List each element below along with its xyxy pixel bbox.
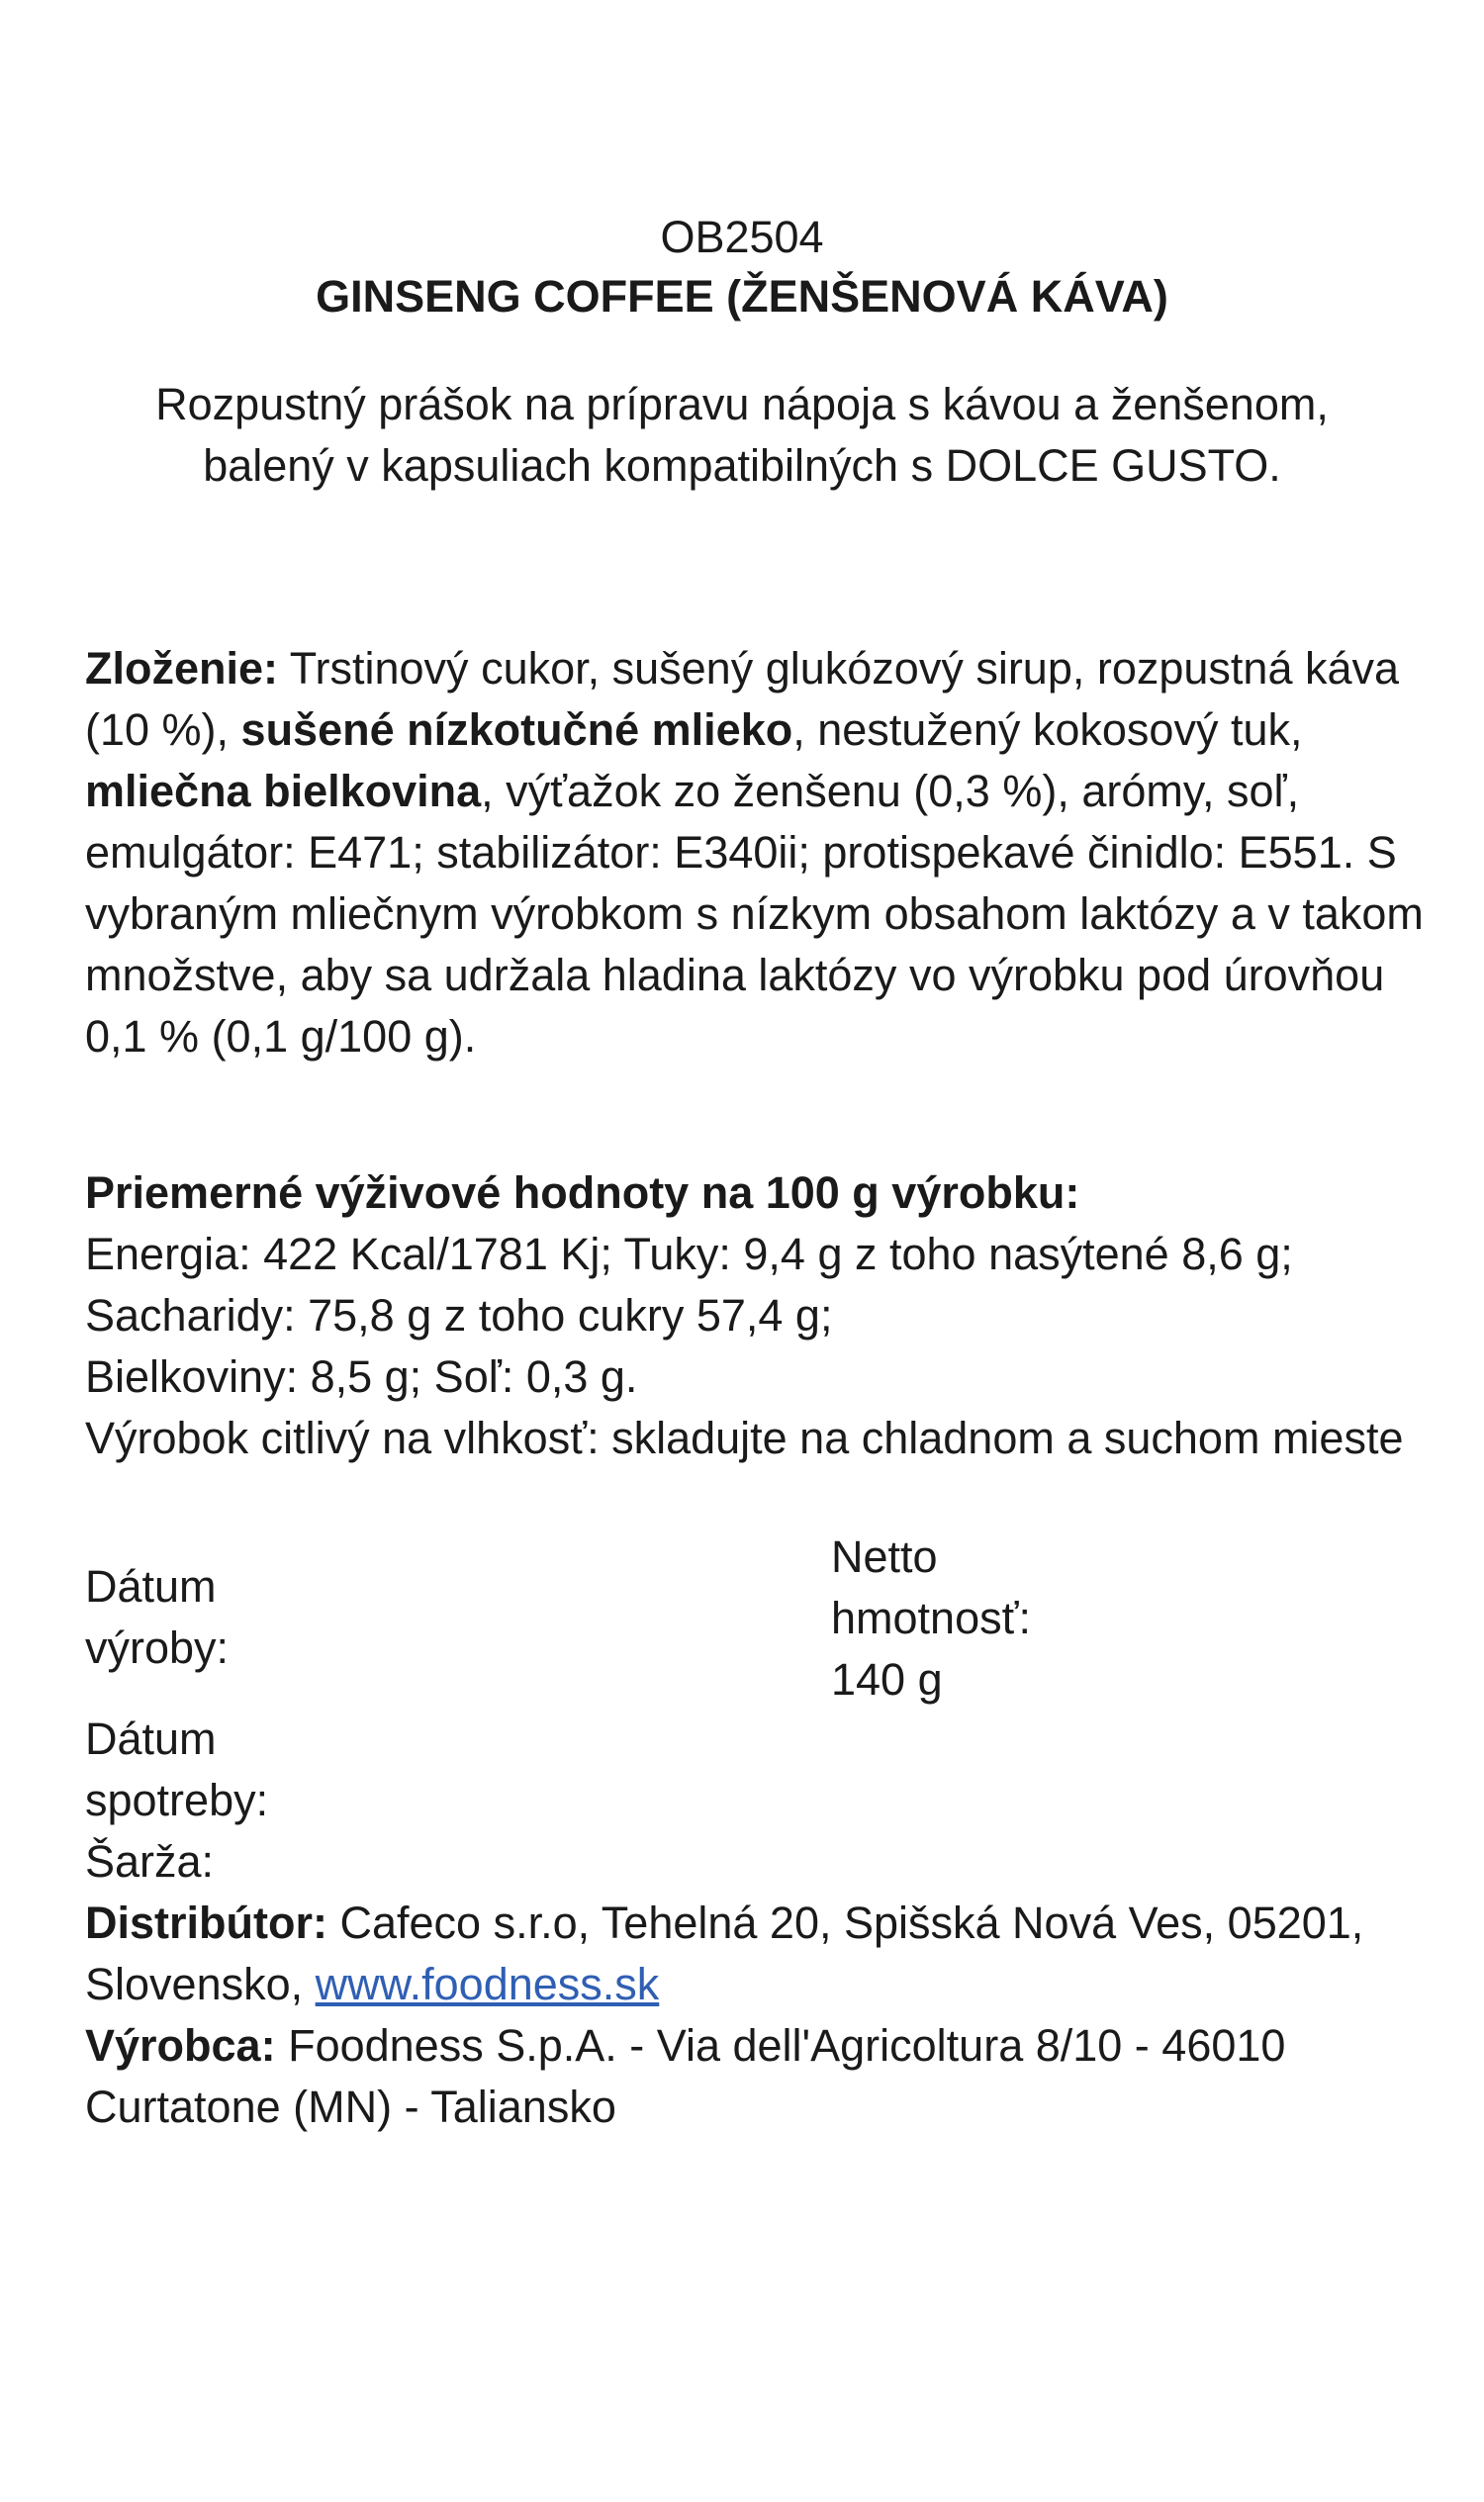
net-weight-line-1: Netto: [831, 1531, 938, 1582]
distributor-label: Distribútor:: [85, 1898, 327, 1948]
distributor-text: Cafeco s.r.o, Tehelná 20, Spišská Nová Ves, 05201, Slovensko,: [85, 1898, 1364, 2009]
manufacturer-info: [85, 2015, 1431, 2138]
net-weight-line-2: hmotnosť:: [831, 1593, 1031, 1643]
composition-text-3: , výťažok zo ženšenu (0,3 %), arómy, soľ, emulgátor: E471; stabilizátor: E340ii; protispekavé činidlo: E551. S vybraným mliečnym výrobkom s nízkym obsahom laktózy a v takom množstve, aby sa udržala hladina laktózy vo výrobku pod úrovňou 0,1 % (0,1 g/100 g).: [85, 766, 1424, 1062]
production-date-label: [85, 1556, 382, 1679]
composition-section: [85, 638, 1431, 1067]
description-line-2: balený v kapsuliach kompatibilných s DOLCE GUSTO.: [203, 440, 1281, 491]
expiry-date-block: [85, 1709, 382, 1893]
production-date-line-2: výroby:: [85, 1622, 230, 1673]
expiry-date-line-1: Dátum: [85, 1714, 217, 1764]
manufacturer-label: Výrobca:: [85, 2020, 276, 2071]
composition-label: Zloženie:: [85, 643, 279, 694]
nutrition-heading: Priemerné výživové hodnoty na 100 g výrobku:: [85, 1167, 1080, 1218]
distributor-section: [85, 1893, 1431, 2138]
product-code: OB2504: [660, 212, 824, 262]
nutrition-energy-fat: Energia: 422 Kcal/1781 Kj; Tuky: 9,4 g z toho nasýtené 8,6 g;: [85, 1229, 1293, 1279]
nutrition-section: [85, 1162, 1431, 1469]
distributor-info: [85, 1893, 1431, 2015]
website-link[interactable]: www.foodness.sk: [315, 1959, 660, 2009]
allergen-skim-milk: sušené nízkotučné mlieko: [240, 704, 793, 755]
batch-label: Šarža:: [85, 1836, 215, 1887]
composition-text-1: Trstinový cukor, sušený glukózový sirup, rozpustná káva (10 %),: [85, 643, 1400, 755]
allergen-milk-protein: mliečna bielkovina: [85, 766, 482, 816]
manufacturer-text: Foodness S.p.A. - Via dell'Agricoltura 8/10 - 46010 Curtatone (MN) - Taliansko: [85, 2020, 1286, 2132]
net-weight-value: 140 g: [831, 1654, 943, 1705]
product-description: [0, 374, 1484, 497]
expiry-date-line-2: spotreby:: [85, 1775, 269, 1825]
nutrition-carbs: Sacharidy: 75,8 g z toho cukry 57,4 g;: [85, 1290, 833, 1341]
storage-note: Výrobok citlivý na vlhkosť: skladujte na chladnom a suchom mieste: [85, 1413, 1404, 1463]
production-date-line-1: Dátum: [85, 1561, 217, 1612]
nutrition-protein-salt: Bielkoviny: 8,5 g; Soľ: 0,3 g.: [85, 1351, 638, 1402]
product-title: GINSENG COFFEE (ŽENŠENOVÁ KÁVA): [316, 271, 1168, 322]
net-weight-block: [831, 1527, 1128, 1711]
composition-text-2: , nestužený kokosový tuk,: [792, 704, 1303, 755]
description-line-1: Rozpustný prášok na prípravu nápoja s kávou a ženšenom,: [155, 379, 1329, 429]
